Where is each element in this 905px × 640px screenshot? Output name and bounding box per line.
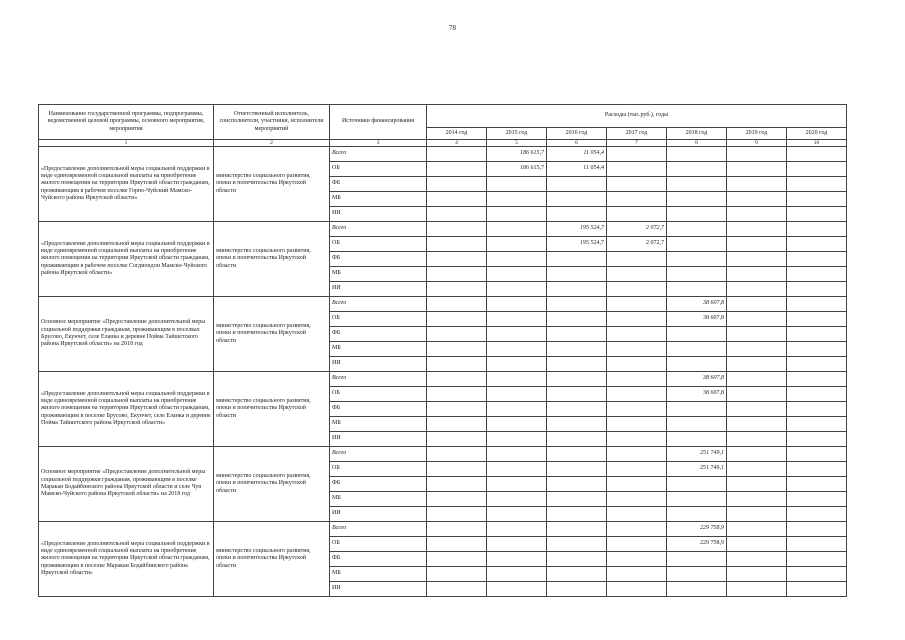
amount-cell xyxy=(427,492,487,507)
funding-source: ИИ xyxy=(330,207,427,222)
amount-cell xyxy=(487,387,547,402)
amount-cell xyxy=(427,327,487,342)
amount-cell xyxy=(487,267,547,282)
amount-cell xyxy=(607,372,667,387)
amount-cell xyxy=(547,207,607,222)
amount-cell xyxy=(787,192,847,207)
amount-cell xyxy=(727,567,787,582)
amount-cell: 2 072,7 xyxy=(607,222,667,237)
amount-cell xyxy=(787,327,847,342)
amount-cell xyxy=(427,417,487,432)
amount-cell xyxy=(667,417,727,432)
funding-source: ФБ xyxy=(330,252,427,267)
funding-source: Всего xyxy=(330,297,427,312)
amount-cell xyxy=(727,357,787,372)
measure-name: «Предоставление дополнительной меры социальной поддержки в виде единовременной социальной выплаты на приобретение жилого помещения на территории Иркутской области гражданам, проживающим в рабочем поселке Согдиондон Мамско-Чуйского района Иркутской области» xyxy=(39,222,214,297)
amount-cell xyxy=(427,147,487,162)
amount-cell xyxy=(727,387,787,402)
amount-cell: 2 072,7 xyxy=(607,237,667,252)
amount-cell: 186 615,7 xyxy=(487,162,547,177)
amount-cell xyxy=(667,282,727,297)
amount-cell xyxy=(607,552,667,567)
amount-cell xyxy=(787,402,847,417)
amount-cell xyxy=(487,207,547,222)
funding-source: МБ xyxy=(330,417,427,432)
table-row xyxy=(39,297,847,312)
amount-cell xyxy=(667,267,727,282)
amount-cell: 38 607,8 xyxy=(667,312,727,327)
amount-cell xyxy=(487,342,547,357)
amount-cell xyxy=(787,222,847,237)
amount-cell xyxy=(787,567,847,582)
column-number: 10 xyxy=(787,140,847,147)
amount-cell xyxy=(487,177,547,192)
amount-cell xyxy=(427,252,487,267)
amount-cell xyxy=(727,207,787,222)
amount-cell: 251 749,1 xyxy=(667,462,727,477)
amount-cell xyxy=(607,192,667,207)
amount-cell xyxy=(547,567,607,582)
amount-cell xyxy=(727,522,787,537)
amount-cell xyxy=(487,522,547,537)
amount-cell xyxy=(427,447,487,462)
amount-cell xyxy=(487,357,547,372)
amount-cell xyxy=(607,207,667,222)
amount-cell xyxy=(607,147,667,162)
amount-cell xyxy=(547,477,607,492)
amount-cell xyxy=(667,222,727,237)
amount-cell xyxy=(787,357,847,372)
amount-cell: 38 607,8 xyxy=(667,297,727,312)
amount-cell xyxy=(487,492,547,507)
amount-cell xyxy=(607,447,667,462)
header-year: 2016 год xyxy=(547,128,607,140)
funding-source: ОБ xyxy=(330,387,427,402)
amount-cell xyxy=(667,177,727,192)
funding-source: ИИ xyxy=(330,507,427,522)
funding-source: ИИ xyxy=(330,582,427,597)
amount-cell: 251 749,1 xyxy=(667,447,727,462)
funding-source: ФБ xyxy=(330,552,427,567)
amount-cell: 38 607,8 xyxy=(667,387,727,402)
amount-cell xyxy=(727,147,787,162)
page-number: 78 xyxy=(449,24,456,32)
amount-cell xyxy=(727,177,787,192)
amount-cell xyxy=(487,327,547,342)
amount-cell xyxy=(727,342,787,357)
amount-cell xyxy=(487,297,547,312)
amount-cell xyxy=(487,192,547,207)
header-year: 2020 год xyxy=(787,128,847,140)
measure-name: «Предоставление дополнительной меры социальной поддержки в виде единовременной социальной выплаты на приобретение жилого помещения на территории Иркутской области гражданам, проживающим в рабочем поселке Горно-Чуйский Мамско-Чуйского района Иркутской области» xyxy=(39,147,214,222)
header-executor: Ответственный исполнитель, соисполнители, участники, исполнители мероприятий xyxy=(214,105,330,140)
funding-source: МБ xyxy=(330,567,427,582)
amount-cell xyxy=(487,417,547,432)
amount-cell xyxy=(547,327,607,342)
amount-cell xyxy=(427,297,487,312)
amount-cell xyxy=(547,552,607,567)
amount-cell xyxy=(607,297,667,312)
table-row xyxy=(39,372,847,387)
amount-cell xyxy=(487,312,547,327)
amount-cell xyxy=(667,567,727,582)
amount-cell xyxy=(667,342,727,357)
table-row xyxy=(39,222,847,237)
amount-cell xyxy=(667,582,727,597)
amount-cell xyxy=(487,237,547,252)
amount-cell xyxy=(607,522,667,537)
amount-cell xyxy=(607,477,667,492)
funding-source: ОБ xyxy=(330,312,427,327)
amount-cell xyxy=(667,402,727,417)
amount-cell xyxy=(727,507,787,522)
amount-cell xyxy=(487,402,547,417)
amount-cell xyxy=(547,177,607,192)
amount-cell xyxy=(547,252,607,267)
amount-cell xyxy=(427,372,487,387)
amount-cell xyxy=(547,282,607,297)
amount-cell xyxy=(667,357,727,372)
amount-cell xyxy=(787,462,847,477)
amount-cell xyxy=(487,537,547,552)
amount-cell xyxy=(667,237,727,252)
amount-cell xyxy=(607,402,667,417)
amount-cell xyxy=(607,252,667,267)
amount-cell xyxy=(427,552,487,567)
funding-source: Всего xyxy=(330,447,427,462)
amount-cell xyxy=(667,252,727,267)
column-number: 4 xyxy=(427,140,487,147)
column-number: 7 xyxy=(607,140,667,147)
amount-cell xyxy=(547,582,607,597)
amount-cell xyxy=(427,342,487,357)
amount-cell xyxy=(427,522,487,537)
amount-cell xyxy=(607,462,667,477)
amount-cell xyxy=(487,372,547,387)
amount-cell xyxy=(727,252,787,267)
amount-cell xyxy=(487,567,547,582)
amount-cell xyxy=(667,477,727,492)
funding-source: Всего xyxy=(330,522,427,537)
amount-cell xyxy=(487,552,547,567)
amount-cell xyxy=(727,372,787,387)
amount-cell xyxy=(727,312,787,327)
amount-cell xyxy=(487,222,547,237)
amount-cell: 11 054,4 xyxy=(547,162,607,177)
amount-cell xyxy=(787,267,847,282)
amount-cell xyxy=(427,162,487,177)
amount-cell xyxy=(427,222,487,237)
amount-cell xyxy=(727,402,787,417)
amount-cell xyxy=(787,252,847,267)
header-source: Источники финансирования xyxy=(330,105,427,140)
amount-cell xyxy=(427,267,487,282)
amount-cell: 195 524,7 xyxy=(547,237,607,252)
amount-cell xyxy=(487,462,547,477)
funding-source: ФБ xyxy=(330,402,427,417)
amount-cell xyxy=(727,192,787,207)
amount-cell xyxy=(487,252,547,267)
amount-cell xyxy=(427,582,487,597)
funding-source: ОБ xyxy=(330,162,427,177)
amount-cell xyxy=(427,207,487,222)
amount-cell xyxy=(727,477,787,492)
amount-cell xyxy=(787,432,847,447)
amount-cell xyxy=(547,357,607,372)
amount-cell xyxy=(787,312,847,327)
executor: министерство социального развития, опеки и попечительства Иркутской области xyxy=(214,372,330,447)
amount-cell xyxy=(547,417,607,432)
amount-cell: 195 524,7 xyxy=(547,222,607,237)
amount-cell xyxy=(427,507,487,522)
amount-cell xyxy=(547,342,607,357)
amount-cell xyxy=(607,492,667,507)
measure-name: Основное мероприятие «Предоставление дополнительной меры социальной поддержки гражданам, проживающим в поселке Маракан Бодайбинского района Иркутской области и селе Чуя Мамско-Чуйского района Иркутской области» на 2018 год xyxy=(39,447,214,522)
header-year: 2018 год xyxy=(667,128,727,140)
amount-cell xyxy=(787,297,847,312)
amount-cell xyxy=(607,342,667,357)
amount-cell xyxy=(487,582,547,597)
funding-source: МБ xyxy=(330,192,427,207)
amount-cell xyxy=(427,387,487,402)
amount-cell xyxy=(727,552,787,567)
amount-cell xyxy=(787,177,847,192)
amount-cell xyxy=(667,207,727,222)
header-year: 2014 год xyxy=(427,128,487,140)
amount-cell xyxy=(787,207,847,222)
amount-cell xyxy=(667,192,727,207)
amount-cell xyxy=(787,552,847,567)
funding-source: ФБ xyxy=(330,327,427,342)
amount-cell xyxy=(547,192,607,207)
amount-cell: 229 758,9 xyxy=(667,522,727,537)
amount-cell xyxy=(727,492,787,507)
amount-cell: 229 758,9 xyxy=(667,537,727,552)
funding-source: Всего xyxy=(330,222,427,237)
amount-cell xyxy=(547,462,607,477)
amount-cell xyxy=(607,177,667,192)
amount-cell xyxy=(487,432,547,447)
funding-source: ИИ xyxy=(330,432,427,447)
amount-cell xyxy=(607,312,667,327)
executor: министерство социального развития, опеки и попечительства Иркутской области xyxy=(214,222,330,297)
amount-cell xyxy=(427,432,487,447)
funding-source: МБ xyxy=(330,492,427,507)
column-number: 3 xyxy=(330,140,427,147)
amount-cell xyxy=(607,537,667,552)
header-name: Наименование государственной программы, подпрограммы, ведомственной целевой программы, основного мероприятия, мероприятия xyxy=(39,105,214,140)
amount-cell xyxy=(727,222,787,237)
amount-cell xyxy=(787,417,847,432)
amount-cell xyxy=(787,522,847,537)
funding-source: ОБ xyxy=(330,537,427,552)
amount-cell xyxy=(487,477,547,492)
amount-cell: 11 054,4 xyxy=(547,147,607,162)
amount-cell xyxy=(427,402,487,417)
header-expenses: Расходы (тыс.руб.), годы xyxy=(427,105,847,128)
amount-cell xyxy=(787,237,847,252)
table-row xyxy=(39,522,847,537)
amount-cell xyxy=(427,312,487,327)
funding-source: ИИ xyxy=(330,282,427,297)
amount-cell xyxy=(727,447,787,462)
amount-cell xyxy=(607,357,667,372)
amount-cell xyxy=(787,342,847,357)
amount-cell xyxy=(667,162,727,177)
amount-cell xyxy=(607,267,667,282)
amount-cell xyxy=(727,462,787,477)
amount-cell xyxy=(547,312,607,327)
amount-cell xyxy=(787,162,847,177)
amount-cell xyxy=(727,432,787,447)
amount-cell xyxy=(427,357,487,372)
amount-cell xyxy=(727,267,787,282)
header-year: 2017 год xyxy=(607,128,667,140)
funding-source: Всего xyxy=(330,147,427,162)
amount-cell xyxy=(427,462,487,477)
funding-source: ФБ xyxy=(330,177,427,192)
amount-cell xyxy=(667,552,727,567)
amount-cell xyxy=(667,327,727,342)
amount-cell xyxy=(487,447,547,462)
column-number: 9 xyxy=(727,140,787,147)
amount-cell xyxy=(547,492,607,507)
amount-cell xyxy=(787,582,847,597)
measure-name: «Предоставление дополнительной меры социальной поддержки в виде единовременной социальной выплаты на приобретение жилого помещения на территории Иркутской области гражданам, проживающим в поселке Маракан Бодайбинского района Иркутской области» xyxy=(39,522,214,597)
amount-cell xyxy=(547,297,607,312)
column-number: 5 xyxy=(487,140,547,147)
amount-cell xyxy=(427,567,487,582)
amount-cell xyxy=(427,282,487,297)
header-year: 2015 год xyxy=(487,128,547,140)
amount-cell xyxy=(547,372,607,387)
amount-cell xyxy=(427,177,487,192)
funding-source: МБ xyxy=(330,342,427,357)
header-year: 2019 год xyxy=(727,128,787,140)
executor: министерство социального развития, опеки и попечительства Иркутской области xyxy=(214,447,330,522)
amount-cell xyxy=(727,417,787,432)
executor: министерство социального развития, опеки и попечительства Иркутской области xyxy=(214,147,330,222)
amount-cell xyxy=(607,387,667,402)
executor: министерство социального развития, опеки и попечительства Иркутской области xyxy=(214,522,330,597)
amount-cell xyxy=(607,162,667,177)
amount-cell xyxy=(727,537,787,552)
amount-cell xyxy=(487,507,547,522)
amount-cell xyxy=(727,582,787,597)
amount-cell xyxy=(667,507,727,522)
amount-cell xyxy=(427,192,487,207)
amount-cell xyxy=(607,282,667,297)
table-row xyxy=(39,447,847,462)
amount-cell xyxy=(787,492,847,507)
funding-source: ОБ xyxy=(330,462,427,477)
amount-cell xyxy=(607,417,667,432)
amount-cell xyxy=(787,282,847,297)
amount-cell xyxy=(427,537,487,552)
amount-cell xyxy=(787,507,847,522)
measure-name: Основное мероприятие «Предоставление дополнительной меры социальной поддержки гражданам, проживающим в поселках Брусово, Екунчет, селе Еланка и деревне Пойма Тайшетского района Иркутской области» на 2018 год xyxy=(39,297,214,372)
amount-cell xyxy=(727,237,787,252)
amount-cell xyxy=(787,147,847,162)
table-row xyxy=(39,147,847,162)
expenses-table xyxy=(38,104,847,597)
amount-cell xyxy=(547,507,607,522)
amount-cell xyxy=(547,267,607,282)
funding-source: Всего xyxy=(330,372,427,387)
amount-cell xyxy=(427,477,487,492)
column-number: 8 xyxy=(667,140,727,147)
amount-cell xyxy=(667,432,727,447)
amount-cell xyxy=(427,237,487,252)
column-number: 6 xyxy=(547,140,607,147)
amount-cell xyxy=(607,507,667,522)
amount-cell xyxy=(787,537,847,552)
amount-cell: 186 615,7 xyxy=(487,147,547,162)
amount-cell xyxy=(727,282,787,297)
funding-source: ИИ xyxy=(330,357,427,372)
column-number: 1 xyxy=(39,140,214,147)
measure-name: «Предоставление дополнительной меры социальной поддержки в виде единовременной социальной выплаты на приобретение жилого помещения на территории Иркутской области гражданам, проживающим в поселке Брусово, Екунчет, селе Еланка и деревне Пойма Тайшетского района Иркутской области» xyxy=(39,372,214,447)
amount-cell xyxy=(727,327,787,342)
amount-cell xyxy=(547,522,607,537)
amount-cell xyxy=(727,297,787,312)
amount-cell xyxy=(607,567,667,582)
funding-source: МБ xyxy=(330,267,427,282)
amount-cell xyxy=(607,327,667,342)
funding-source: ФБ xyxy=(330,477,427,492)
amount-cell xyxy=(547,537,607,552)
amount-cell xyxy=(787,387,847,402)
funding-source: ОБ xyxy=(330,237,427,252)
amount-cell xyxy=(487,282,547,297)
amount-cell xyxy=(727,162,787,177)
amount-cell xyxy=(607,582,667,597)
amount-cell xyxy=(547,387,607,402)
amount-cell xyxy=(787,477,847,492)
amount-cell xyxy=(547,402,607,417)
amount-cell xyxy=(787,447,847,462)
amount-cell xyxy=(787,372,847,387)
amount-cell xyxy=(607,432,667,447)
amount-cell xyxy=(667,492,727,507)
amount-cell xyxy=(667,147,727,162)
amount-cell xyxy=(547,447,607,462)
amount-cell xyxy=(547,432,607,447)
executor: министерство социального развития, опеки и попечительства Иркутской области xyxy=(214,297,330,372)
column-number: 2 xyxy=(214,140,330,147)
amount-cell: 38 607,8 xyxy=(667,372,727,387)
